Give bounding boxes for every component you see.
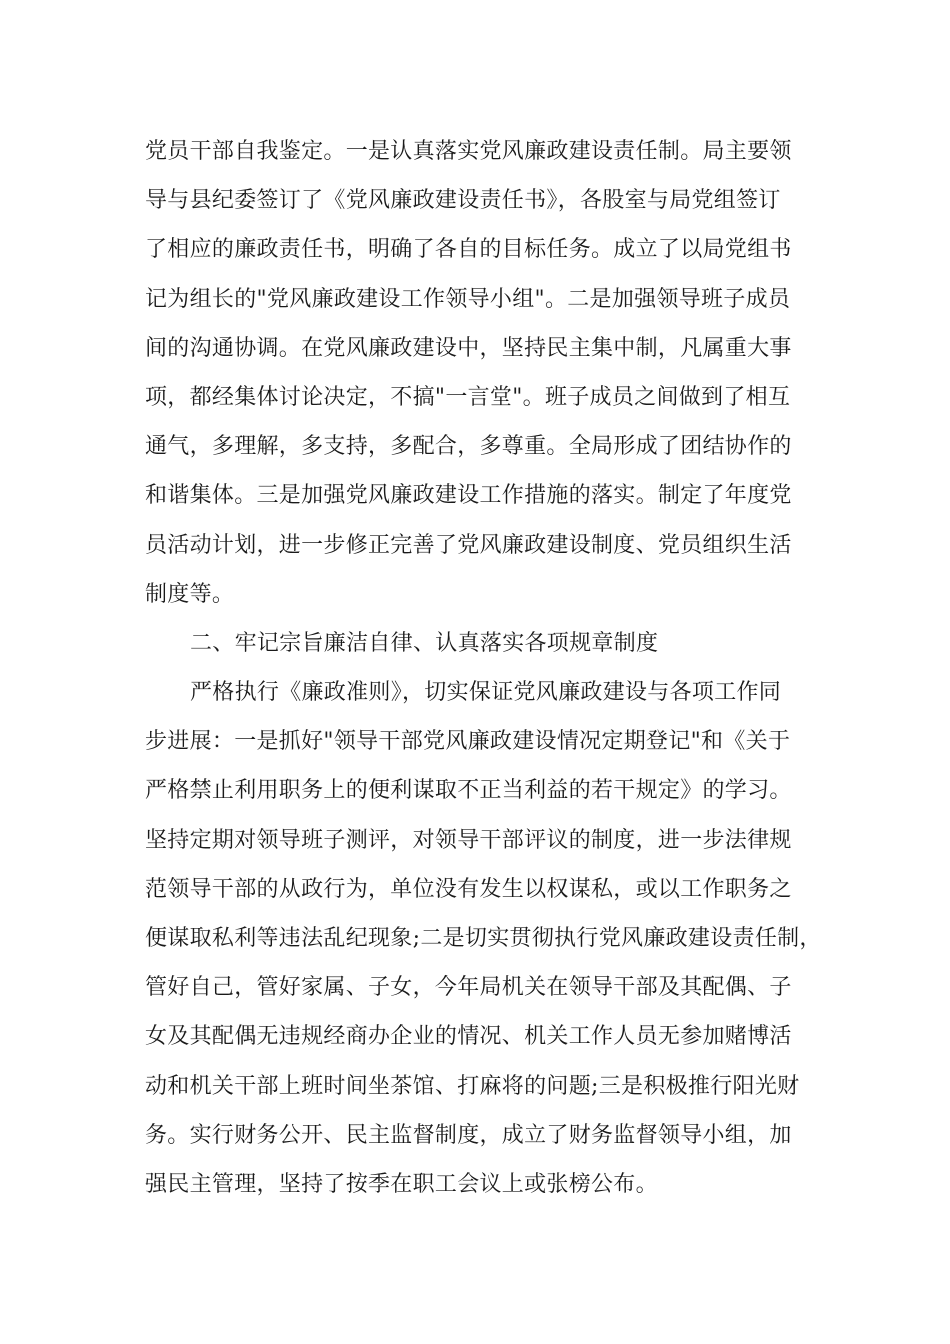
section-heading: 二、牢记宗旨廉洁自律、认真落实各项规章制度 xyxy=(190,630,659,656)
text-line: 步进展：一是抓好"领导干部党风廉政建设情况定期登记"和《关于 xyxy=(145,729,791,755)
text-line: 便谋取私利等违法乱纪现象;二是切实贯彻执行党风廉政建设责任制， xyxy=(145,926,822,951)
document-body xyxy=(145,127,825,1209)
paragraph-self-evaluation xyxy=(145,127,825,619)
text-line: 项，都经集体讨论决定，不搞"一言堂"。班子成员之间做到了相互 xyxy=(145,384,791,410)
text-line: 间的沟通协调。在党风廉政建设中，坚持民主集中制，凡属重大事 xyxy=(145,335,792,361)
text-line: 制度等。 xyxy=(145,581,235,607)
text-line: 和谐集体。三是加强党风廉政建设工作措施的落实。制定了年度党 xyxy=(145,483,792,509)
text-line: 记为组长的"党风廉政建设工作领导小组"。二是加强领导班子成员 xyxy=(145,286,791,312)
text-line: 管好自己，管好家属、子女，今年局机关在领导干部及其配偶、子 xyxy=(145,975,792,1001)
text-line: 强民主管理，坚持了按季在职工会议上或张榜公布。 xyxy=(145,1171,658,1197)
text-line: 导与县纪委签订了《党风廉政建设责任书》，各股室与局党组签订 xyxy=(145,188,781,214)
text-line: 了相应的廉政责任书，明确了各自的目标任务。成立了以局党组书 xyxy=(145,237,792,263)
text-line: 女及其配偶无违规经商办企业的情况、机关工作人员无参加赌博活 xyxy=(145,1024,792,1050)
text-line: 坚持定期对领导班子测评，对领导干部评议的制度，进一步法律规 xyxy=(145,827,792,853)
text-line: 员活动计划，进一步修正完善了党风廉政建设制度、党员组织生活 xyxy=(145,532,792,558)
text-line: 通气，多理解，多支持，多配合，多尊重。全局形成了团结协作的 xyxy=(145,434,792,460)
text-line: 动和机关干部上班时间坐茶馆、打麻将的问题;三是积极推行阳光财 xyxy=(145,1073,800,1099)
paragraph-regulations xyxy=(145,668,825,1209)
text-line: 党员干部自我鉴定。一是认真落实党风廉政建设责任制。局主要领 xyxy=(145,139,792,164)
text-line: 范领导干部的从政行为，单位没有发生以权谋私，或以工作职务之 xyxy=(145,876,792,902)
text-line: 务。实行财务公开、民主监督制度，成立了财务监督领导小组，加 xyxy=(145,1122,792,1148)
text-line: 严格执行《廉政准则》，切实保证党风廉政建设与各项工作同 xyxy=(190,680,782,706)
text-line: 严格禁止利用职务上的便利谋取不正当利益的若干规定》的学习。 xyxy=(145,778,792,804)
